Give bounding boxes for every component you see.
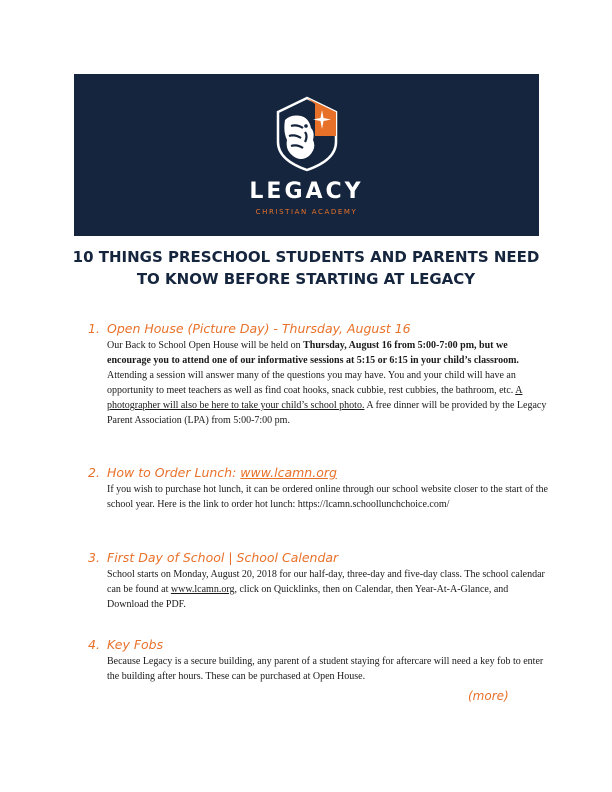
item-heading-text: First Day of School | School Calendar	[107, 550, 339, 565]
body-text: , click on Quicklinks, then on Calendar, then Year-At-A-Glance, and Download the PDF.	[107, 584, 509, 610]
list-item-order-lunch	[88, 464, 550, 512]
item-number: 2.	[88, 465, 100, 480]
header-banner	[74, 74, 539, 236]
item-heading	[88, 320, 550, 338]
item-body: Because Legacy is a secure building, any parent of a student staying for aftercare will need a key fob to enter the building after hours. These can be purchased at Open House.	[107, 656, 544, 682]
list-item-first-day	[88, 549, 550, 612]
body-text: Attending a session will answer many of the questions you may have. You and your child will have an opportunity to meet teachers as well as find coat hooks, snack cubbie, rest cubbies, the bathroom, etc.	[107, 370, 516, 396]
item-number: 1.	[88, 321, 100, 336]
logo-subtitle: CHRISTIAN ACADEMY	[255, 208, 358, 216]
item-heading-text: Open House (Picture Day) - Thursday, August 16	[107, 321, 411, 336]
item-body	[107, 338, 550, 428]
body-text: Our Back to School Open House will be held on	[107, 340, 304, 351]
item-body	[107, 567, 550, 612]
body-text: School starts on Monday, August 20, 2018 for our half-day, three-day and five-day class. The school calendar can be found at	[107, 569, 545, 595]
body-bold-text: Thursday, August 16 from 5:00-7:00 pm, but we encourage you to attend one of our informative sessions at 5:15 or 6:15 in your child’s classroom.	[107, 340, 519, 366]
title-line-1: 10 THINGS PRESCHOOL STUDENTS AND PARENTS NEED	[72, 248, 540, 266]
item-heading	[88, 464, 550, 482]
item-body: If you wish to purchase hot lunch, it can be ordered online through our school website closer to the start of the school year. Here is the link to order hot lunch: https://lcamn.schoollunchchoice.com/	[107, 484, 548, 510]
item-heading	[88, 636, 550, 654]
logo-wordmark: LEGACY	[249, 179, 364, 204]
item-number: 4.	[88, 637, 100, 652]
list-item-key-fobs	[88, 636, 550, 684]
page-title	[60, 246, 552, 290]
list-item-open-house	[88, 320, 550, 428]
title-line-2: TO KNOW BEFORE STARTING AT LEGACY	[136, 270, 476, 288]
item-heading	[88, 549, 550, 567]
body-text: A free dinner will be provided by the Legacy Parent Association (LPA) from 5:00-7:00 pm.	[107, 400, 547, 426]
more-link[interactable]: (more)	[468, 689, 509, 703]
website-link[interactable]: www.lcamn.org	[240, 465, 337, 480]
lion-shield-logo-icon	[275, 96, 339, 172]
item-heading-text: How to Order Lunch:	[107, 465, 241, 480]
calendar-website-link[interactable]: www.lcamn.org	[170, 584, 235, 595]
photo-note-underlined: A photographer will also be here to take your child’s school photo.	[107, 385, 523, 411]
item-heading-text: Key Fobs	[107, 637, 164, 652]
item-number: 3.	[88, 550, 100, 565]
